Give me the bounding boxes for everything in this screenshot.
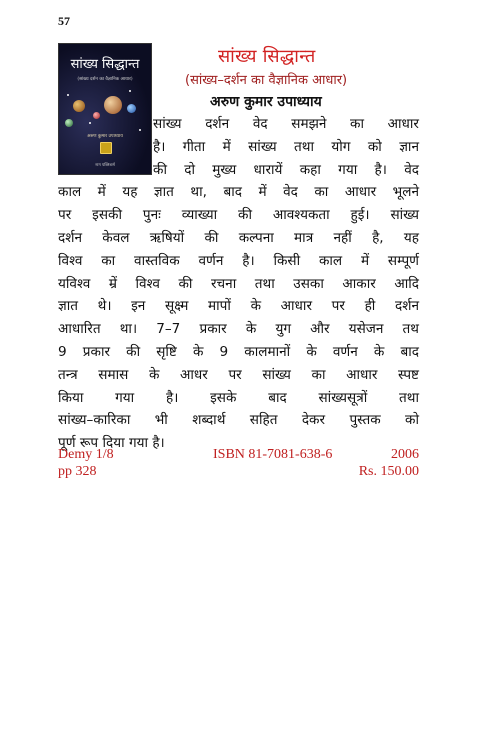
book-description [58, 113, 419, 455]
planet-decoration [104, 96, 122, 114]
cover-author: अरुण कुमार उपाध्याय [87, 134, 123, 139]
description-line: पूर्ण रूप दिया गया है। [58, 435, 165, 452]
description-line: काल में यह ज्ञात था, बाद में वेद का आधार भूलने [58, 184, 419, 201]
description-line: है। गीता में सांख्य तथा योग को ज्ञान [153, 138, 419, 155]
cover-subtitle: (सांख्य दर्शन का वैज्ञानिक आधार) [77, 77, 133, 82]
cover-title: सांख्य सिद्धान्त [70, 57, 140, 72]
description-line: ज्ञात थे। इन सूक्ष्म मापों के आधार पर ही दर्शन [58, 298, 419, 315]
description-line: 9 प्रकार की सृष्टि के 9 कालमानों के वर्णन के बाद [58, 343, 419, 360]
book-price: Rs. 150.00 [358, 464, 419, 479]
page-number: 57 [58, 14, 70, 28]
cover-publisher: नाग पब्लिशर्स [95, 162, 115, 167]
star-decoration [67, 94, 69, 96]
book-isbn: ISBN 81-7081-638-6 [213, 447, 333, 462]
book-pages: pp 328 [58, 464, 97, 479]
description-line: सांख्य–कारिका भी शब्दार्थ सहित देकर पुस्तक को [58, 412, 419, 429]
planet-decoration [73, 100, 85, 112]
book-format: Demy 1/8 [58, 447, 114, 462]
book-subtitle: (सांख्य–दर्शन का वैज्ञानिक आधार) [185, 73, 348, 88]
description-line: यविश्व म्रें विश्व की रचना तथा उसका आकार आदि [58, 275, 419, 292]
description-line: किया गया है। इसके बाद सांख्यसूत्रों तथा [58, 389, 419, 406]
book-year: 2006 [391, 447, 419, 462]
description-line: तन्त्र समास के आधर पर सांख्य का आधार स्पष्ट [58, 366, 419, 383]
book-title: सांख्य सिद्धान्त [218, 46, 316, 67]
description-line: आधारित था। 7–7 प्रकार के युग और यसेजन तथ [58, 321, 419, 338]
star-decoration [129, 90, 131, 92]
description-line: दर्शन केवल ऋषियों की कल्पना मात्र नहीं है, यह [58, 229, 419, 246]
book-author: अरुण कुमार उपाध्याय [210, 94, 322, 110]
description-line: की दो मुख्य धारायें कहा गया है। वेद [153, 161, 419, 178]
description-line: सांख्य दर्शन वेद समझने का आधार [153, 116, 419, 132]
description-line: विश्व का वास्तविक वर्णन है। किसी काल में सम्पूर्ण [58, 252, 419, 269]
planet-decoration [127, 104, 136, 113]
description-line: पर इसकी पुनः व्याख्या की आवश्यकता हुई। सांख्य [58, 207, 419, 224]
